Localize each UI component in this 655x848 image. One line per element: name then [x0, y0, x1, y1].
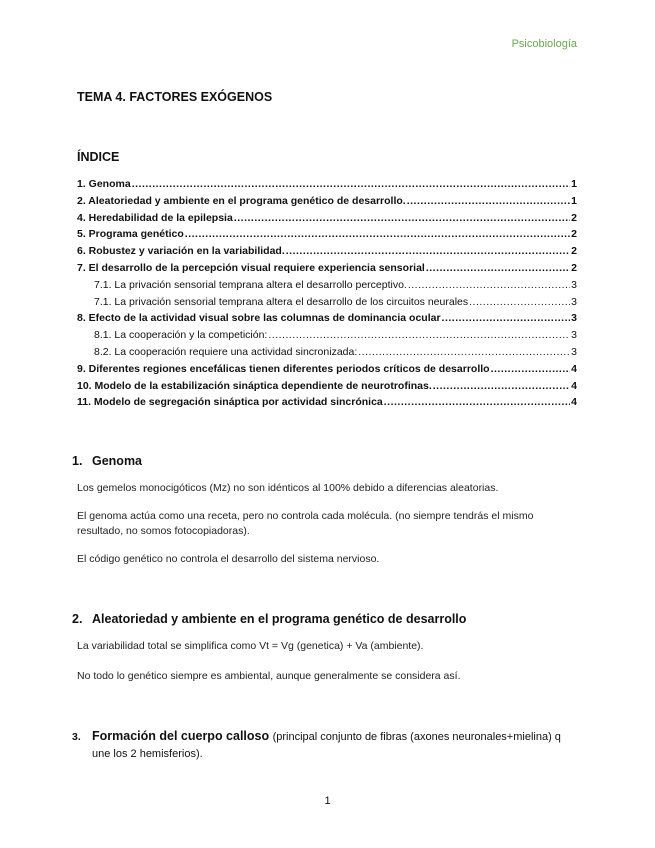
toc-entry-page: 3 [571, 345, 577, 358]
toc-leader-dots [433, 380, 570, 392]
toc-leader-dots [185, 228, 570, 240]
paragraph: No todo lo genético siempre es ambiental, aunque generalmente se considera así. [77, 669, 461, 682]
toc-entry-8-2[interactable] [77, 346, 577, 363]
toc-entry-page: 1 [571, 178, 577, 190]
toc-leader-dots [442, 312, 571, 324]
toc-entry-page: 4 [571, 396, 577, 409]
toc-entry-label: 9. Diferentes regiones encefálicas tienen diferentes periodos críticos de desarrollo [77, 362, 490, 375]
toc-entry-8[interactable] [77, 312, 577, 329]
toc-entry-page: 3 [571, 295, 577, 308]
section-2 [72, 612, 582, 684]
toc-entry-page: 2 [571, 211, 577, 224]
toc-entry-9[interactable] [77, 363, 577, 380]
toc-leader-dots [407, 195, 570, 207]
paragraph: El genoma actúa como una receta, pero no controla cada molécula. (no siempre tendrás el mismo resultado, no somos fotocopiadoras). [77, 509, 534, 537]
toc-entry-5[interactable] [77, 228, 577, 245]
toc-entry-7[interactable] [77, 262, 577, 279]
toc-entry-page: 3 [571, 329, 577, 342]
toc-entry-page: 1 [571, 194, 577, 207]
toc-leader-dots [408, 279, 570, 291]
section-title: Genoma [92, 454, 143, 468]
toc-entry-label: 5. Programa genético [77, 228, 184, 241]
toc-entry-4[interactable] [77, 212, 577, 229]
section-3 [72, 728, 582, 762]
section-number: 3. [72, 731, 81, 743]
section-1 [72, 454, 582, 567]
toc-entry-page: 3 [571, 278, 577, 291]
section-title: Formación del cuerpo calloso [92, 729, 270, 743]
toc-leader-dots [469, 296, 570, 308]
page-number: 1 [324, 795, 331, 807]
toc-leader-dots [384, 396, 570, 408]
paragraph: La variabilidad total se simplifica como Vt = Vg (genetica) + Va (ambiente). [77, 640, 424, 652]
toc-leader-dots [268, 329, 570, 341]
section-number: 1. [72, 454, 83, 468]
toc-entry-label: 11. Modelo de segregación sináptica por actividad sincrónica [77, 396, 383, 409]
table-of-contents [77, 178, 577, 413]
toc-entry-page: 4 [571, 362, 577, 375]
toc-leader-dots [234, 212, 570, 224]
section-heading [72, 728, 582, 762]
toc-entry-1[interactable] [77, 178, 577, 195]
toc-entry-label: 8.1. La cooperación y la competición: [94, 329, 268, 342]
section-heading [72, 454, 582, 468]
toc-entry-label: 1. Genoma [77, 178, 131, 190]
paragraph: Los gemelos monocigóticos (Mz) no son idénticos al 100% debido a diferencias aleatorias. [77, 482, 499, 494]
toc-entry-page: 2 [571, 261, 577, 274]
toc-entry-label: 2. Aleatoriedad y ambiente en el programa genético de desarrollo. [77, 194, 406, 207]
toc-entry-label: 8. Efecto de la actividad visual sobre las columnas de dominancia ocular [77, 312, 441, 325]
toc-entry-page: 2 [571, 245, 577, 258]
toc-entry-8-1[interactable] [77, 329, 577, 346]
section-heading [72, 612, 582, 626]
toc-leader-dots [426, 262, 570, 274]
section-title: Aleatoriedad y ambiente en el programa genético de desarrollo [92, 612, 467, 626]
toc-leader-dots [132, 178, 570, 190]
paragraph: El código genético no controla el desarrollo del sistema nervioso. [77, 552, 380, 565]
toc-entry-page: 4 [571, 379, 577, 392]
section-title-rest: (principal conjunto de fibras (axones neuronales+mielina) q une los 2 hemisferios). [92, 731, 561, 760]
toc-entry-label: 7. El desarrollo de la percepción visual requiere experiencia sensorial [77, 261, 425, 274]
toc-entry-label: 8.2. La cooperación requiere una actividad sincronizada: [94, 345, 358, 358]
document-title: TEMA 4. FACTORES EXÓGENOS [77, 90, 273, 104]
subject-header: Psicobiología [511, 38, 577, 50]
toc-entry-page: 2 [571, 228, 577, 241]
section-number: 2. [72, 612, 83, 626]
toc-entry-page: 3 [571, 312, 577, 325]
toc-entry-label: 10. Modelo de la estabilización sináptica dependiente de neurotrofinas. [77, 379, 432, 392]
toc-leader-dots [286, 245, 570, 257]
toc-entry-2[interactable] [77, 195, 577, 212]
toc-entry-label: 7.1. La privación sensorial temprana altera el desarrollo perceptivo. [94, 278, 407, 291]
index-heading: ÍNDICE [77, 150, 120, 164]
toc-entry-7-1b[interactable] [77, 296, 577, 313]
toc-entry-7-1a[interactable] [77, 279, 577, 296]
toc-leader-dots [358, 346, 570, 358]
toc-entry-label: 4. Heredabilidad de la epilepsia [77, 211, 233, 224]
toc-entry-10[interactable] [77, 380, 577, 397]
toc-entry-11[interactable] [77, 396, 577, 413]
toc-leader-dots [491, 363, 571, 375]
toc-entry-label: 6. Robustez y variación en la variabilidad. [77, 245, 285, 258]
toc-entry-6[interactable] [77, 245, 577, 262]
toc-entry-label: 7.1. La privación sensorial temprana altera el desarrollo de los circuitos neurales [94, 295, 469, 308]
